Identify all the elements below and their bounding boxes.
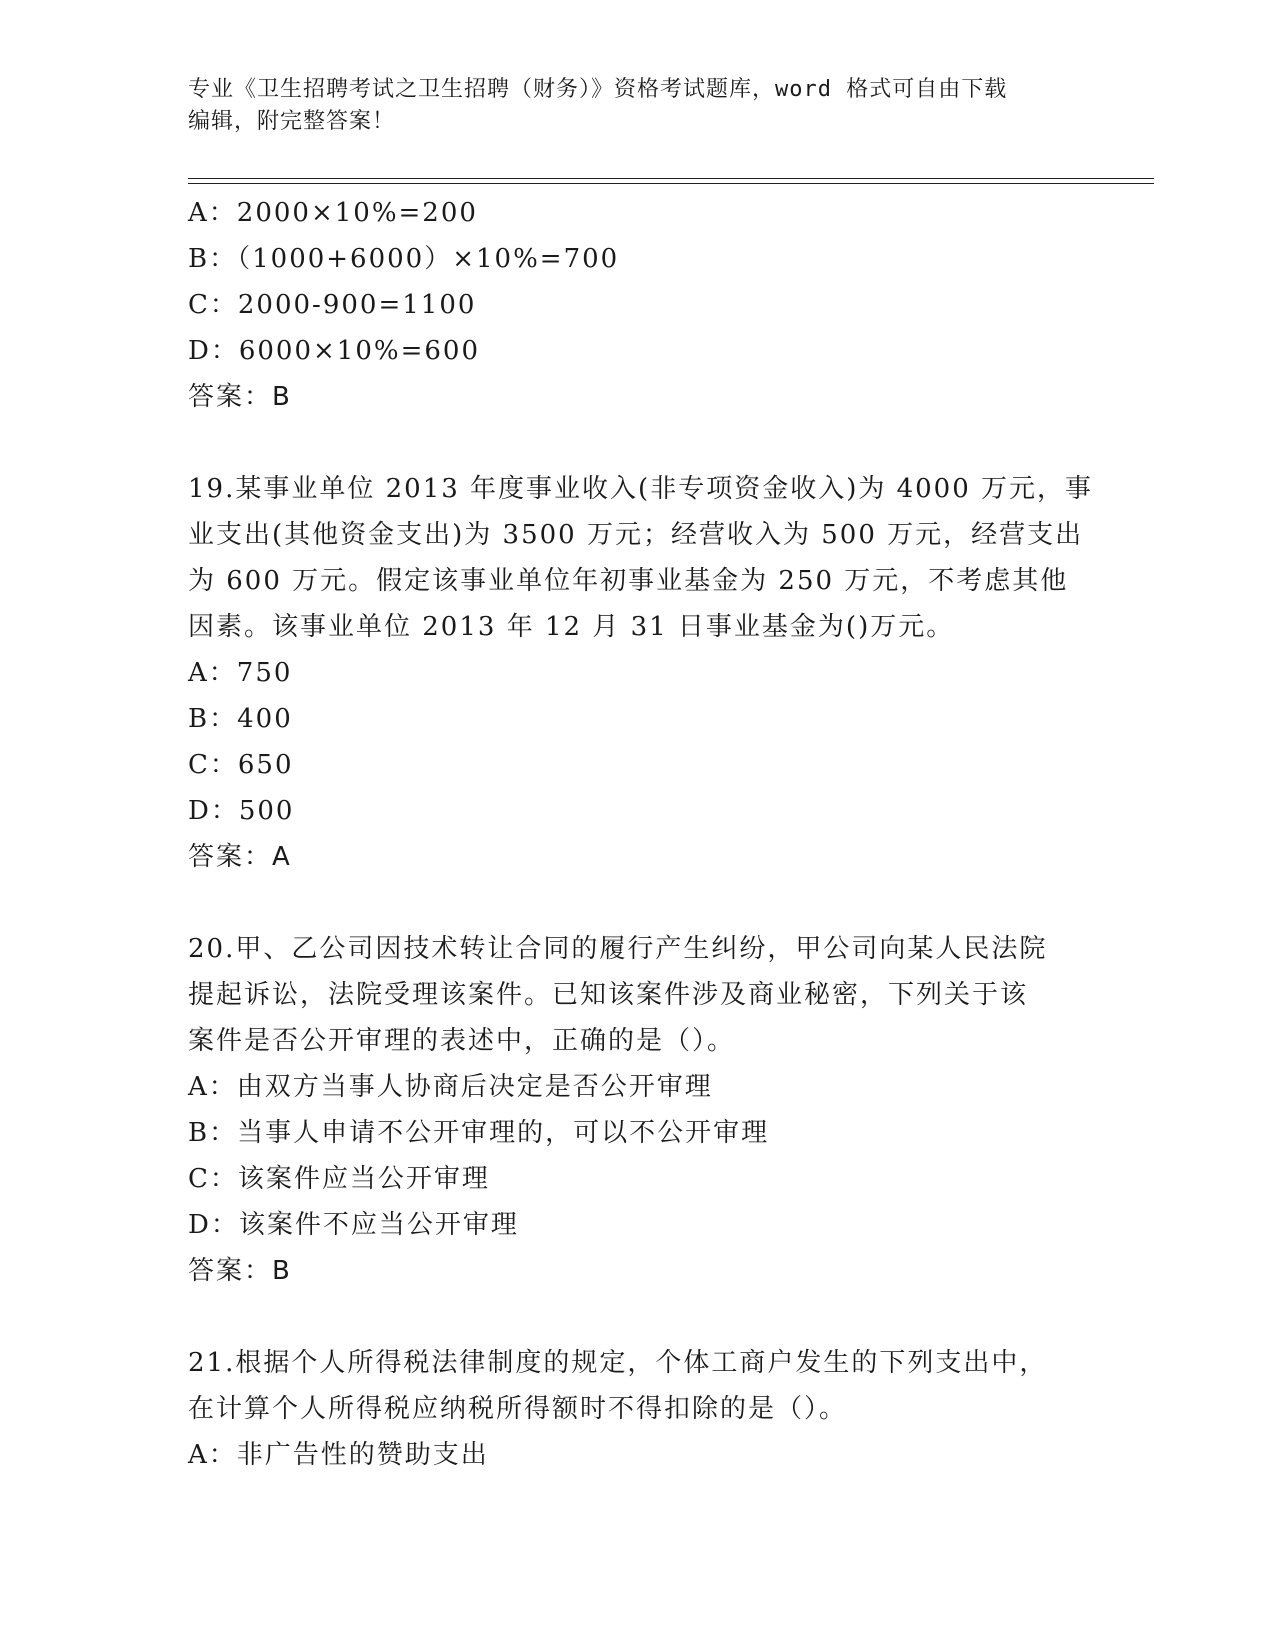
option-d: D：6000×10%=600: [188, 336, 480, 366]
question-21: [188, 1340, 1088, 1478]
stem-line: 20.甲、乙公司因技术转让合同的履行产生纠纷，甲公司向某人民法院: [188, 934, 1048, 964]
stem-line: 为 600 万元。假定该事业单位年初事业基金为 250 万元，不考虑其他: [188, 566, 1069, 596]
question-18: [188, 190, 1088, 420]
option-a: A：2000×10%=200: [188, 198, 478, 228]
stem-line: 案件是否公开审理的表述中，正确的是（）。: [188, 1026, 736, 1056]
option-c: C：该案件应当公开审理: [188, 1164, 490, 1194]
document-header: [188, 74, 1088, 138]
option-a: A：750: [188, 658, 293, 688]
question-stem: [188, 466, 1094, 650]
header-line-2: 编辑，附完整答案！: [188, 109, 396, 134]
header-line-1: 专业《卫生招聘考试之卫生招聘（财务）》资格考试题库，word 格式可自由下载: [188, 77, 1008, 102]
stem-line: 21.根据个人所得税法律制度的规定，个体工商户发生的下列支出中，: [188, 1348, 1048, 1378]
option-b: B：当事人申请不公开审理的，可以不公开审理: [188, 1118, 770, 1148]
question-20: [188, 926, 1088, 1294]
question-stem: [188, 1340, 1088, 1432]
answer: 答案：B: [188, 382, 292, 412]
option-b: B：400: [188, 704, 293, 734]
option-d: D：该案件不应当公开审理: [188, 1210, 519, 1240]
question-19: [188, 466, 1094, 880]
option-a: A：非广告性的赞助支出: [188, 1440, 489, 1470]
stem-line: 提起诉讼，法院受理该案件。已知该案件涉及商业秘密，下列关于该: [188, 980, 1029, 1010]
stem-line: 在计算个人所得税应纳税所得额时不得扣除的是（）。: [188, 1394, 848, 1424]
option-c: C：650: [188, 750, 294, 780]
question-stem: [188, 926, 1088, 1064]
answer: 答案：B: [188, 1256, 292, 1286]
stem-line: 19.某事业单位 2013 年度事业收入(非专项资金收入)为 4000 万元，事: [188, 474, 1094, 504]
stem-line: 业支出(其他资金支出)为 3500 万元；经营收入为 500 万元，经营支出: [188, 520, 1084, 550]
document-body: [188, 190, 1094, 1478]
stem-line: 因素。该事业单位 2013 年 12 月 31 日事业基金为()万元。: [188, 612, 955, 642]
header-divider-top: [188, 178, 1154, 179]
option-a: A：由双方当事人协商后决定是否公开审理: [188, 1072, 713, 1102]
option-c: C：2000-900=1100: [188, 290, 477, 320]
header-divider-bottom: [188, 183, 1154, 184]
answer: 答案：A: [188, 842, 292, 872]
option-d: D：500: [188, 796, 295, 826]
option-b: B：（1000+6000）×10%=700: [188, 244, 620, 274]
